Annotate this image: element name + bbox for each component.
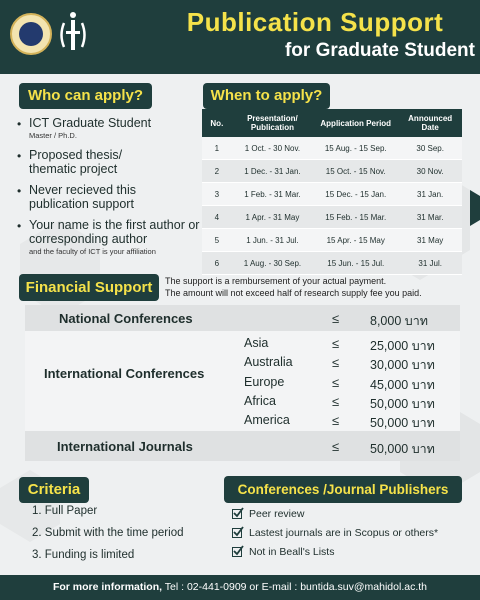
- amount-value: 8,000 บาท: [370, 314, 428, 328]
- le-symbol: ≤: [332, 413, 340, 428]
- amount-value: 50,000 บาท: [370, 442, 435, 456]
- check-icon: [232, 545, 244, 557]
- header-banner: [0, 0, 480, 74]
- bullet-icon: •: [17, 117, 22, 131]
- criteria-heading: Criteria: [19, 477, 89, 503]
- column-header: Presentation/ Publication: [232, 109, 313, 137]
- list-item: • Never recieved this publication support: [17, 183, 136, 211]
- list-item: Peer review: [232, 508, 438, 527]
- le-symbol: ≤: [332, 439, 340, 454]
- amount-value: 30,000 บาท: [370, 358, 435, 372]
- table-row: 2 1 Dec. - 31 Jan. 15 Oct. - 15 Nov. 30 Nov.: [202, 160, 462, 183]
- column-header: No.: [202, 109, 232, 137]
- check-icon: [232, 507, 244, 519]
- column-header: Announced Date: [398, 109, 462, 137]
- region-label: Asia: [244, 336, 269, 350]
- bullet-icon: •: [17, 219, 22, 233]
- le-symbol: ≤: [332, 375, 340, 390]
- list-item: 3. Funding is limited: [32, 549, 135, 561]
- amount-value: 50,000 บาท: [370, 416, 435, 430]
- amount-value: 45,000 บาท: [370, 378, 435, 392]
- table-header-row: [202, 109, 462, 137]
- financial-note: The support is a rembursement of your actual payment. The amount will not exceed half of research supply fee you paid.: [165, 276, 422, 298]
- le-symbol: ≤: [332, 336, 340, 351]
- column-header: Application Period: [313, 109, 398, 137]
- conferences-heading: Conferences /Journal Publishers: [224, 476, 462, 503]
- list-item: • ICT Graduate Student Master / Ph.D.: [17, 116, 152, 140]
- international-journals-row: International Journals: [25, 431, 460, 461]
- bullet-icon: •: [17, 184, 22, 198]
- amount-value: 25,000 บาท: [370, 339, 435, 353]
- international-conferences-row: International Conferences: [25, 331, 460, 431]
- list-item: • Your name is the first author or corresponding author and the faculty of ICT is your affiliation: [17, 218, 200, 256]
- table-row: 5 1 Jun. - 31 Jul. 15 Apr. - 15 May 31 May: [202, 229, 462, 252]
- criteria-list: [32, 505, 184, 571]
- bullet-icon: •: [17, 149, 22, 163]
- table-row: 1 1 Oct. - 30 Nov. 15 Aug. - 15 Sep. 30 Sep.: [202, 137, 462, 160]
- when-heading: When to apply?: [203, 83, 330, 109]
- list-item: Not in Beall's Lists: [232, 546, 438, 565]
- national-conferences-row: National Conferences: [25, 305, 460, 331]
- page-title: Publication Support: [186, 7, 444, 37]
- le-symbol: ≤: [332, 355, 340, 370]
- le-symbol: ≤: [332, 394, 340, 409]
- footer-contact: For more information, Tel : 02-441-0909 or E-mail : buntida.suv@mahidol.ac.th: [0, 575, 480, 600]
- schedule-table: [202, 109, 462, 275]
- table-row: 4 1 Apr. - 31 May 15 Feb. - 15 Mar. 31 Mar.: [202, 206, 462, 229]
- table-row: 3 1 Feb. - 31 Mar. 15 Dec. - 15 Jan. 31 Jan.: [202, 183, 462, 206]
- who-list: [17, 116, 200, 264]
- page-subtitle: for Graduate Student: [284, 40, 475, 61]
- region-label: Australia: [244, 355, 293, 369]
- region-label: America: [244, 413, 290, 427]
- check-icon: [232, 526, 244, 538]
- university-seal-icon: [10, 13, 52, 55]
- le-symbol: ≤: [332, 311, 340, 326]
- region-label: Africa: [244, 394, 276, 408]
- conferences-list: [232, 508, 438, 565]
- list-item: 2. Submit with the time period: [32, 527, 184, 539]
- table-row: 6 1 Aug. - 30 Sep. 15 Jun. - 15 Jul. 31 Jul.: [202, 252, 462, 275]
- ict-logo-icon: [60, 11, 86, 55]
- list-item: Lastest journals are in Scopus or others*: [232, 527, 438, 546]
- region-label: Europe: [244, 375, 285, 389]
- financial-heading: Financial Support: [19, 274, 159, 301]
- who-heading: Who can apply?: [19, 83, 152, 109]
- list-item: • Proposed thesis/ thematic project: [17, 148, 123, 176]
- list-item: 1. Full Paper: [32, 505, 98, 517]
- amount-value: 50,000 บาท: [370, 397, 435, 411]
